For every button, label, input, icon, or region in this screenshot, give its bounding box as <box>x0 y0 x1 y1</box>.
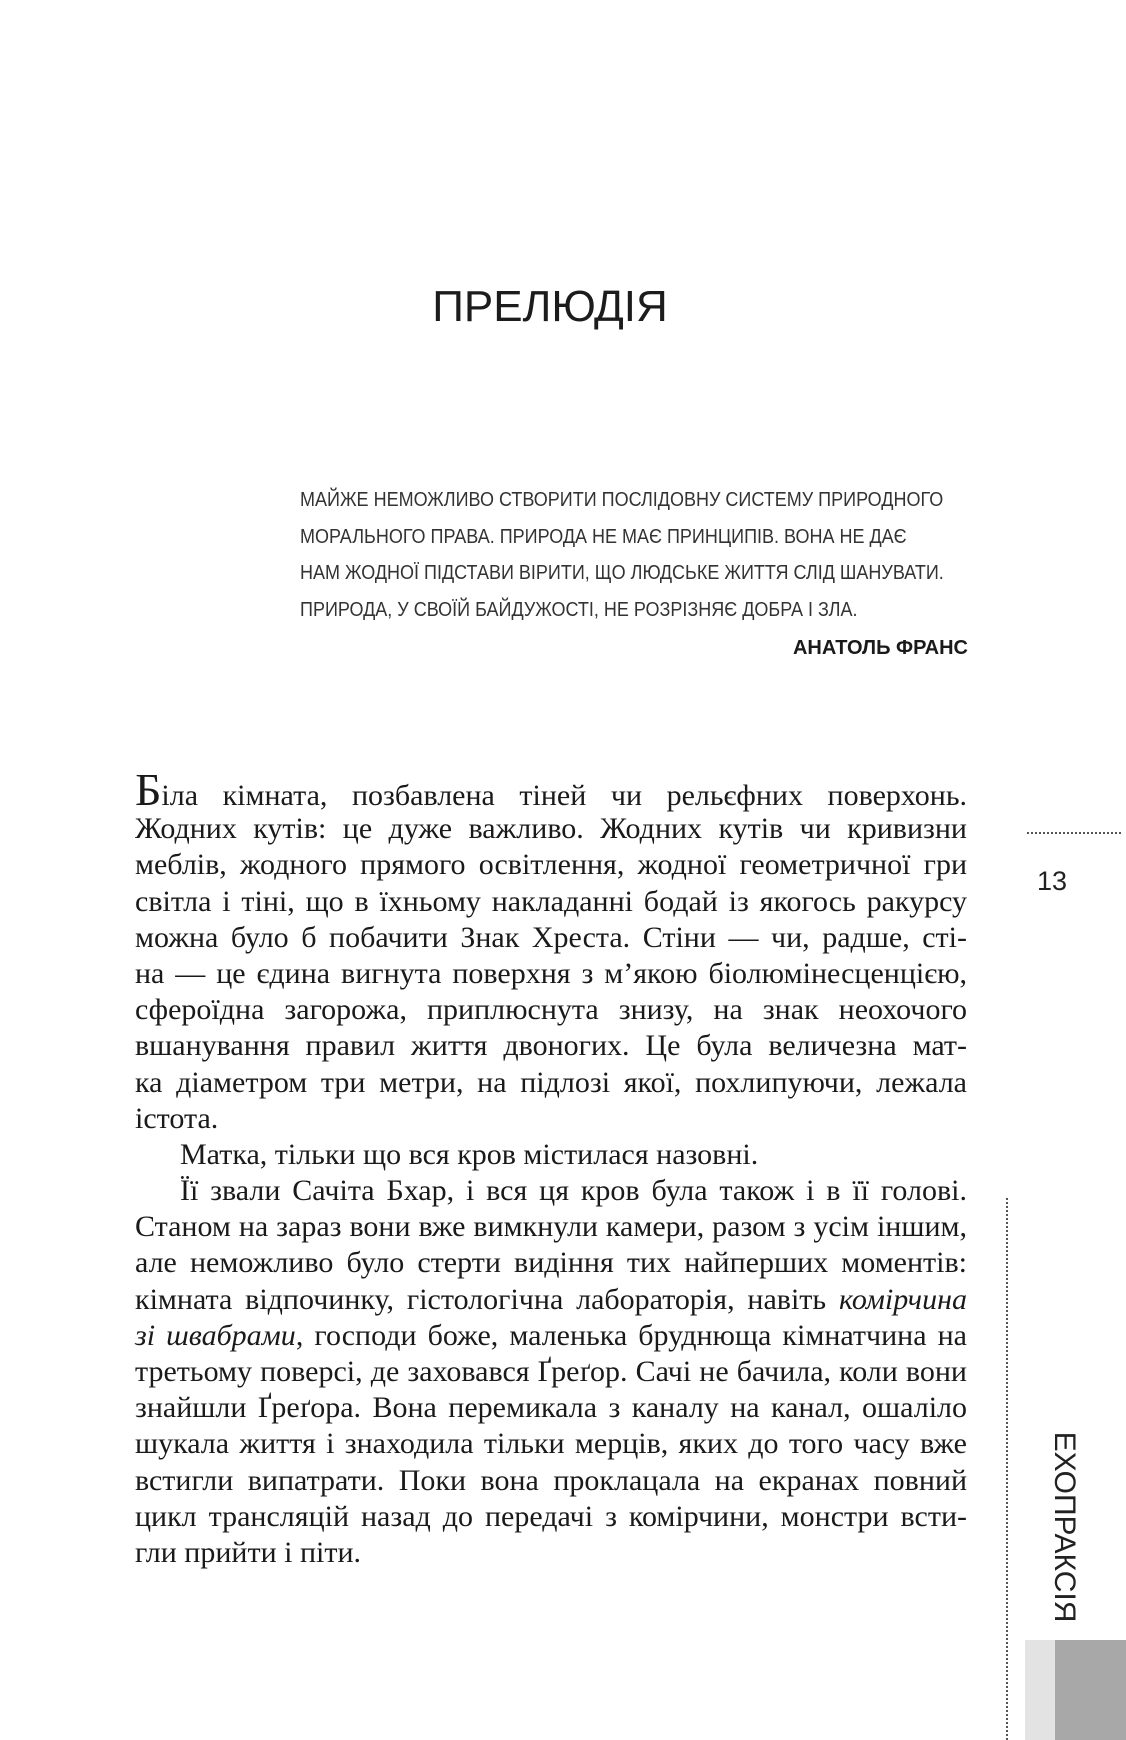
epigraph-author: АНАТОЛЬ ФРАНС <box>792 637 968 659</box>
dotted-rule-vertical <box>1006 1198 1008 1740</box>
body-line <box>135 1318 967 1354</box>
epigraph-line: МАЙЖЕ НЕМОЖЛИВО СТВОРИТИ ПОСЛІДОВНУ СИСТЕМУ ПРИРОДНОГО <box>300 489 944 511</box>
body-line: меблів, жодного прямого освітлення, жодної геометричної гри <box>135 848 967 882</box>
body-line: Матка, тільки що вся кров містилася назовні. <box>180 1137 759 1171</box>
epigraph-line: ПРИРОДА, У СВОЇЙ БАЙДУЖОСТІ, НЕ РОЗРІЗНЯЄ ДОБРА І ЗЛА. <box>300 598 858 621</box>
chapter-title: ПРЕЛЮДІЯ <box>432 282 668 331</box>
body-line: Її звали Сачіта Бхар, і вся ця кров була також і в її голові. <box>180 1174 967 1208</box>
body-line: але неможливо було стерти видіння тих найперших моментів: <box>135 1246 967 1280</box>
body-text <box>135 764 967 1571</box>
body-line: вшанування правил життя двоногих. Це була величезна мат- <box>135 1029 967 1063</box>
epigraph-line: МОРАЛЬНОГО ПРАВА. ПРИРОДА НЕ МАЄ ПРИНЦИПІВ. ВОНА НЕ ДАЄ <box>300 525 907 548</box>
body-line: цикл трансляцій назад до передачі з комірчини, монстри всти- <box>135 1499 967 1533</box>
edge-tab-dark <box>1055 1640 1126 1740</box>
dotted-rule-horizontal <box>1027 832 1121 834</box>
body-line: знайшли Ґреґора. Вона перемикала з каналу на канал, ошаліло <box>135 1391 967 1425</box>
running-title <box>1048 1370 1081 1670</box>
body-line: на — це єдина вигнута поверхня з м’якою біолюмінесценцією, <box>135 956 967 990</box>
body-line-text: іла кімната, позбавлена тіней чи рельєфних поверхонь. <box>161 779 967 812</box>
italic-phrase: зі швабрами <box>135 1318 296 1352</box>
drop-cap: Б <box>135 764 162 815</box>
italic-word: комірчина <box>838 1282 967 1316</box>
body-line <box>135 1282 967 1318</box>
body-line: сфероїдна загорожа, приплюснута знизу, на знак неохочого <box>135 993 967 1027</box>
body-line: шукала життя і знаходила тільки мерців, яких до того часу вже <box>135 1427 967 1461</box>
body-line: ка діаметром три метри, на підлозі якої, похлипуючи, лежала <box>135 1065 967 1099</box>
body-line: світла і тіні, що в їхньому накладанні бодай із якогось ракурсу <box>135 884 967 918</box>
page-number: 13 <box>1036 866 1068 896</box>
body-line: Жодних кутів: це дуже важливо. Жодних кутів чи кривизни <box>135 812 967 846</box>
body-line: Станом на зараз вони вже вимкнули камери, разом з усім іншим, <box>135 1210 967 1244</box>
body-line: третьому поверсі, де заховався Ґреґор. Сачі не бачила, коли вони <box>135 1355 967 1388</box>
body-line: гли прийти і піти. <box>135 1535 362 1569</box>
body-line: встигли випатрати. Поки вона проклацала на екранах повний <box>135 1463 967 1497</box>
body-line-text: кімната відпочинку, гістологічна лабораторія, навіть <box>135 1282 839 1316</box>
epigraph-line: НАМ ЖОДНОЇ ПІДСТАВИ ВІРИТИ, ЩО ЛЮДСЬКЕ ЖИТТЯ СЛІД ШАНУВАТИ. <box>300 562 944 584</box>
body-line: істота. <box>135 1101 219 1135</box>
epigraph <box>300 482 968 667</box>
body-line <box>135 764 967 815</box>
body-line-text: , господи боже, маленька бруднюща кімнатчина на <box>295 1318 967 1352</box>
edge-tab-light <box>1025 1640 1055 1740</box>
running-title-text: ЕХОПРАКСІЯ <box>1048 1431 1081 1623</box>
body-line: можна було б побачити Знак Хреста. Стіни — чи, радше, сті- <box>135 920 967 954</box>
